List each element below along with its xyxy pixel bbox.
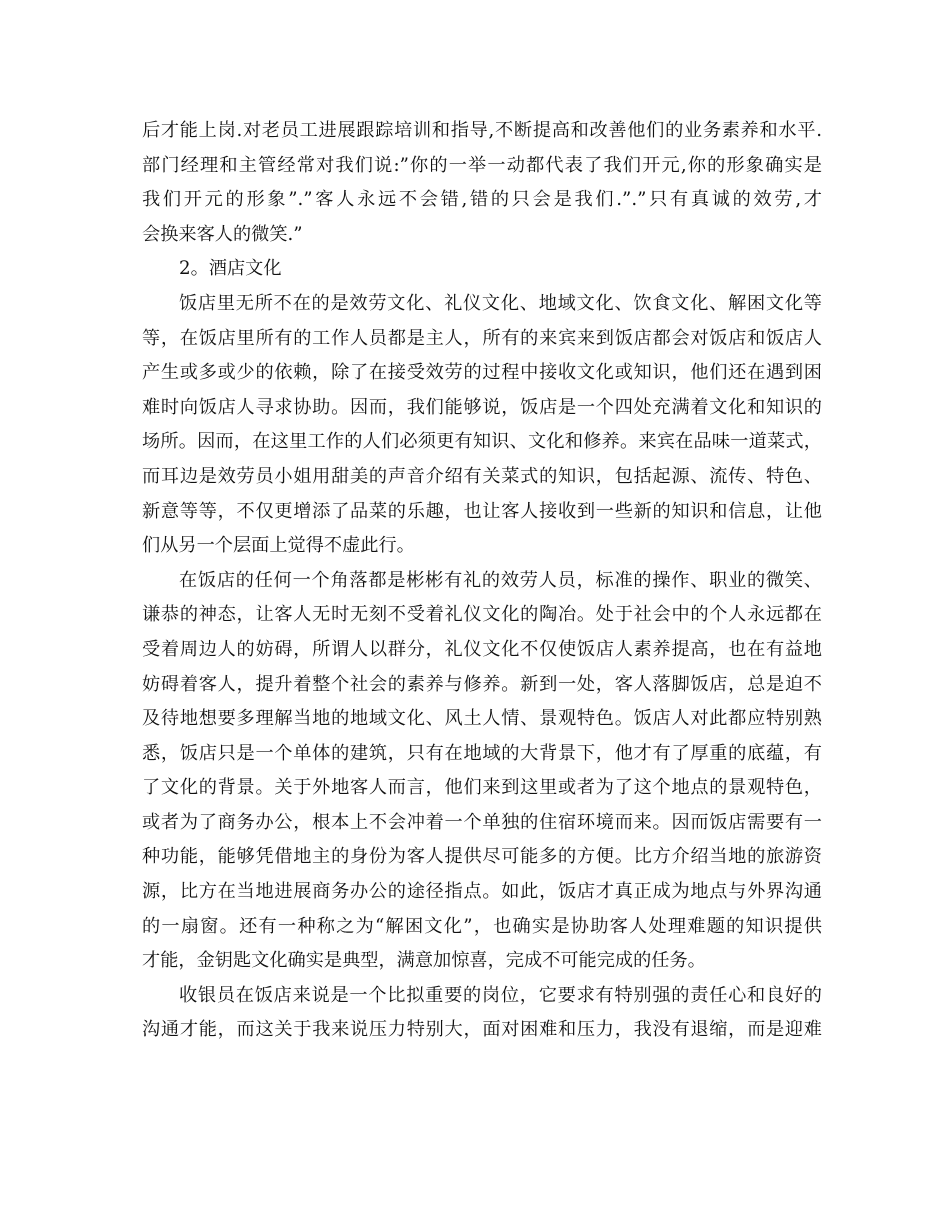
text-line: 及待地想要多理解当地的地域文化、风土人情、景观特色。饭店人对此都应特别熟 (142, 708, 822, 730)
text-line: 难时向饭店人寻求协助。因而，我们能够说，饭店是一个四处充满着文化和知识的 (142, 396, 822, 418)
text-line: 后才能上岗.对老员工进展跟踪培训和指导,不断提高和改善他们的业务素养和水平. (142, 120, 822, 141)
text-line: 悉，饭店只是一个单体的建筑，只有在地域的大背景下，他才有了厚重的底蕴，有 (142, 742, 822, 764)
text-line: 种功能，能够凭借地主的身份为客人提供尽可能多的方便。比方介绍当地的旅游资 (142, 846, 822, 868)
text-line: 们从另一个层面上觉得不虚此行。 (142, 535, 415, 557)
text-line: 的一扇窗。还有一种称之为“解困文化”，也确实是协助客人处理难题的知识提供 (142, 915, 822, 937)
text-line: 沟通才能，而这关于我来说压力特别大，面对困难和压力，我没有退缩，而是迎难 (142, 1019, 822, 1041)
document-body (142, 114, 822, 1048)
text-line: 部门经理和主管经常对我们说:”你的一举一动都代表了我们开元,你的形象确实是 (142, 154, 822, 176)
text-line: 谦恭的神态，让客人无时无刻不受着礼仪文化的陶冶。处于社会中的个人永远都在 (142, 604, 822, 626)
text-line: 或者为了商务办公，根本上不会冲着一个单独的住宿环境而来。因而饭店需要有一 (142, 811, 822, 833)
text-line: 会换来客人的微笑.” (142, 223, 303, 245)
text-line: 场所。因而，在这里工作的人们必须更有知识、文化和修养。来宾在品味一道菜式， (142, 431, 822, 453)
text-line: 才能，金钥匙文化确实是典型，满意加惊喜，完成不可能完成的任务。 (142, 950, 706, 972)
text-line: 妨碍着客人，提升着整个社会的素养与修养。新到一处，客人落脚饭店，总是迫不 (142, 673, 822, 695)
paragraph-start: 饭店里无所不在的是效劳文化、礼仪文化、地域文化、饮食文化、解困文化等 (179, 292, 822, 314)
text-line: 受着周边人的妨碍，所谓人以群分，礼仪文化不仅使饭店人素养提高，也在有益地 (142, 638, 822, 660)
text-line: 新意等等，不仅更增添了品菜的乐趣，也让客人接收到一些新的知识和信息，让他 (142, 500, 822, 522)
text-line: 了文化的背景。关于外地客人而言，他们来到这里或者为了这个地点的景观特色， (142, 777, 822, 799)
paragraph-start: 在饭店的任何一个角落都是彬彬有礼的效劳人员，标准的操作、职业的微笑、 (179, 569, 822, 591)
text-line: 产生或多或少的依赖，除了在接受效劳的过程中接收文化或知识，他们还在遇到困 (142, 362, 822, 384)
text-line: 我们开元的形象”.”客人永远不会错,错的只会是我们.”.”只有真诚的效劳,才 (142, 189, 822, 211)
paragraph-start: 收银员在饭店来说是一个比拟重要的岗位，它要求有特别强的责任心和良好的 (179, 984, 822, 1006)
section-heading: 2。酒店文化 (179, 258, 282, 280)
text-line: 等，在饭店里所有的工作人员都是主人，所有的来宾来到饭店都会对饭店和饭店人 (142, 327, 822, 349)
text-line: 而耳边是效劳员小姐用甜美的声音介绍有关菜式的知识，包括起源、流传、特色、 (142, 465, 822, 487)
text-line: 源，比方在当地进展商务办公的途径指点。如此，饭店才真正成为地点与外界沟通 (142, 881, 822, 903)
